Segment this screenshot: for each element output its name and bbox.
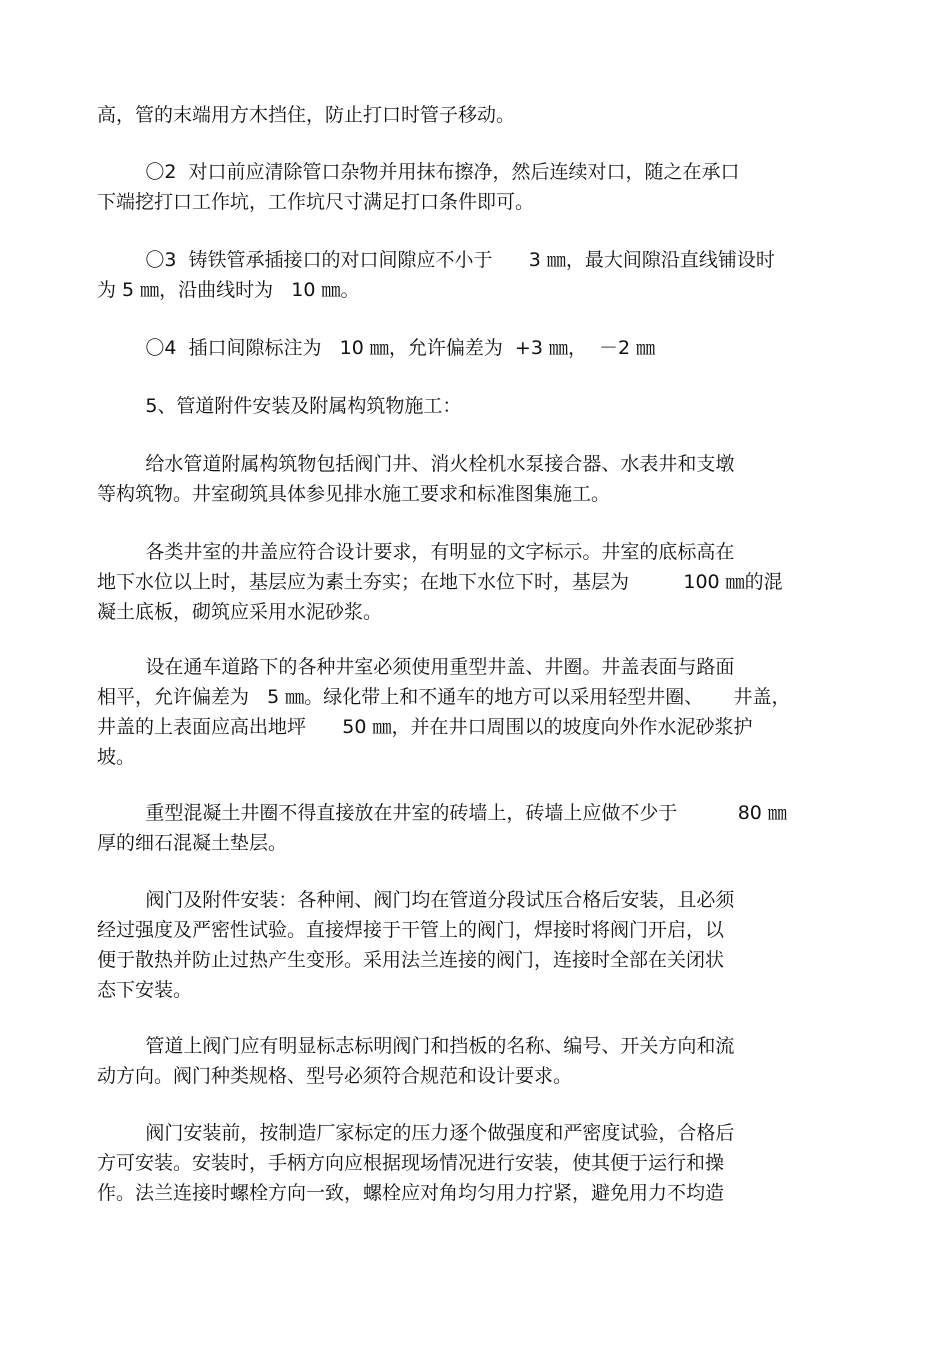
text-line: 凝土底板，砌筑应采用水泥砂浆。 [97,601,383,623]
text-line: 方可安装。安装时，手柄方向应根据现场情况进行安装，使其便于运行和操 [97,1152,725,1174]
text-line: 为 5 ㎜，沿曲线时为 10 ㎜。 [97,279,360,301]
text-line: 坡。 [97,746,136,768]
text-line: 动方向。阀门种类规格、型号必须符合规范和设计要求。 [97,1065,573,1087]
text-line: 下端挖打口工作坑，工作坑尺寸满足打口条件即可。 [97,191,535,213]
text-line: 高，管的末端用方木挡住，防止打口时管子移动。 [97,104,516,126]
text-line: 便于散热并防止过热产生变形。采用法兰连接的阀门，连接时全部在关闭状 [97,949,725,971]
text-line: 重型混凝土井圈不得直接放在井室的砖墙上，砖墙上应做不少于 80 ㎜ [97,802,787,824]
text-line: 等构筑物。井室砌筑具体参见排水施工要求和标准图集施工。 [97,483,611,505]
text-line: 各类井室的井盖应符合设计要求，有明显的文字标示。井室的底标高在 [97,541,735,563]
text-line: 经过强度及严密性试验。直接焊接于干管上的阀门，焊接时将阀门开启，以 [97,919,725,941]
text-line: 5、管道附件安装及附属构筑物施工： [97,395,462,417]
text-line: 地下水位以上时，基层应为素土夯实；在地下水位下时，基层为 100 ㎜的混 [97,571,783,593]
text-line: 态下安装。 [97,979,193,1001]
text-line: 〇3 铸铁管承插接口的对口间隙应不小于 3 ㎜，最大间隙沿直线铺设时 [97,249,775,271]
text-line: 相平，允许偏差为 5 ㎜。绿化带上和不通车的地方可以采用轻型井圈、 井盖， [97,686,791,708]
text-line: 〇2 对口前应清除管口杂物并用抹布擦净，然后连续对口，随之在承口 [97,161,740,183]
text-line: 管道上阀门应有明显标志标明阀门和挡板的名称、编号、开关方向和流 [97,1035,735,1057]
text-line: 作。法兰连接时螺栓方向一致，螺栓应对角均匀用力拧紧，避免用力不均造 [97,1182,725,1204]
text-line: 给水管道附属构筑物包括阀门井、消火栓机水泵接合器、水表井和支墩 [97,453,735,475]
text-line: 厚的细石混凝土垫层。 [97,832,288,854]
text-line: 设在通车道路下的各种井室必须使用重型井盖、井圈。井盖表面与路面 [97,656,735,678]
text-line: 阀门及附件安装：各种闸、阀门均在管道分段试压合格后安装，且必须 [97,889,735,911]
text-line: 阀门安装前，按制造厂家标定的压力逐个做强度和严密度试验，合格后 [97,1122,735,1144]
text-line: 井盖的上表面应高出地坪 50 ㎜，并在井口周围以的坡度向外作水泥砂浆护 [97,716,753,738]
text-line: 〇4 插口间隙标注为 10 ㎜，允许偏差为 +3 ㎜， －2 ㎜ [97,337,656,359]
